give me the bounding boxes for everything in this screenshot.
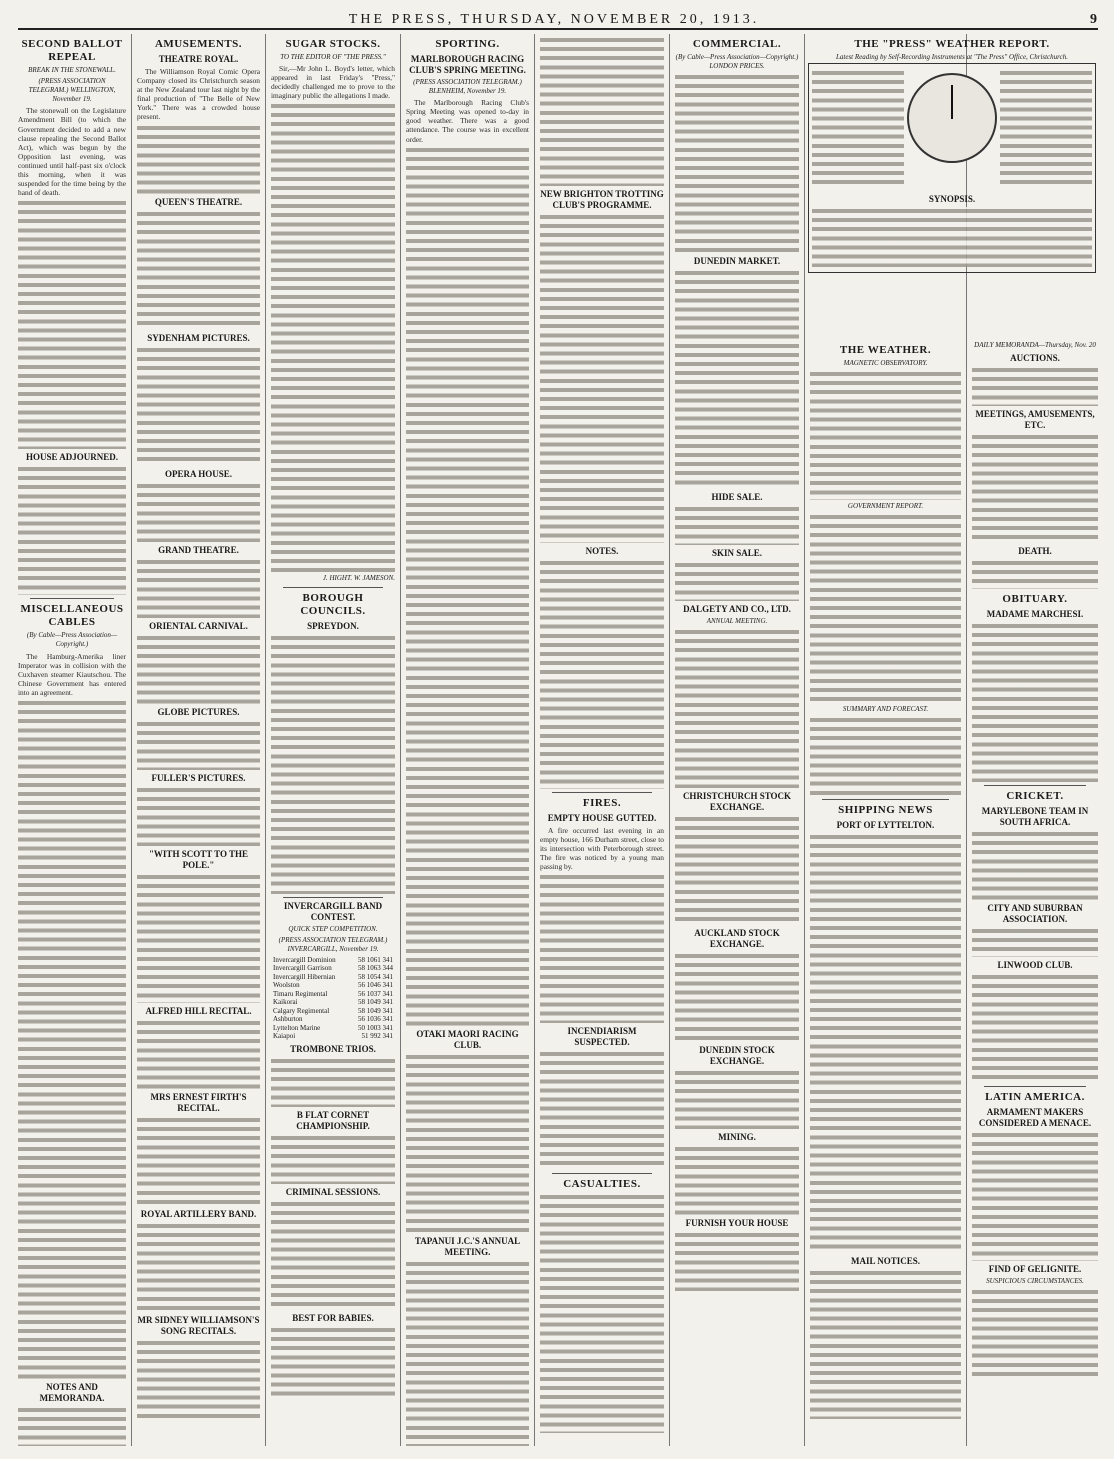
article-text: The Hamburg-Amerika liner Imperator was in collision with the Cuxhaven steamer Kiautschou. The Chinese Government has entered into an agreement. — [18, 651, 126, 697]
band-points: 58 1054 341 — [358, 972, 393, 981]
article-text-block — [675, 952, 799, 1042]
column-3 — [271, 34, 395, 1446]
band-points: 51 992 341 — [361, 1032, 393, 1041]
article-text-block — [810, 1269, 961, 1419]
article-text-block — [18, 465, 126, 595]
article-text-block — [540, 559, 664, 789]
article-text-block — [137, 873, 260, 1003]
headline: BOROUGH COUNCILS. — [300, 591, 366, 617]
subheadline: BREAK IN THE STONEWALL. — [28, 66, 116, 74]
column-rule — [400, 34, 401, 1446]
article-text-block — [271, 1057, 395, 1107]
article-text-block — [137, 210, 260, 330]
band-name: Lyttelton Marine — [273, 1023, 321, 1032]
subheadline: SYDENHAM PICTURES. — [147, 332, 250, 343]
article-text-block — [137, 1116, 260, 1206]
subheadline: FULLER'S PICTURES. — [151, 772, 246, 783]
subheadline: MINING. — [718, 1132, 756, 1143]
subheadline: OTAKI MAORI RACING CLUB. — [416, 1028, 519, 1050]
subheadline: EMPTY HOUSE GUTTED. — [547, 813, 657, 823]
band-points: 58 1061 341 — [358, 955, 393, 964]
band-name: Ashburton — [273, 1015, 303, 1024]
masthead — [18, 6, 1098, 30]
weather-report — [804, 34, 1100, 275]
article-text-block — [271, 634, 395, 894]
article-text-block — [271, 102, 395, 572]
article-text-block — [137, 1222, 260, 1312]
divider — [552, 1173, 652, 1174]
table-row — [271, 1032, 395, 1041]
divider — [984, 785, 1086, 786]
subheadline: SUSPICIOUS CIRCUMSTANCES. — [986, 1277, 1084, 1286]
subheadline: FIND OF GELIGNITE. — [988, 1264, 1082, 1275]
table-row — [271, 990, 395, 999]
subheadline: ORIENTAL CARNIVAL. — [149, 620, 248, 631]
article-text-block — [675, 628, 799, 788]
subheadline: OPERA HOUSE. — [164, 468, 232, 479]
article-text-block — [271, 1326, 395, 1396]
band-name: Calgary Regimental — [273, 1006, 330, 1015]
article-text-block — [972, 1288, 1098, 1378]
article-text-block — [271, 1200, 395, 1310]
table-row — [271, 1007, 395, 1016]
divider — [283, 897, 383, 898]
subheadline: ARMAMENT MAKERS CONSIDERED A MENACE. — [978, 1107, 1092, 1129]
table-row — [271, 981, 395, 990]
results-table — [271, 956, 395, 1041]
article-text-block — [675, 505, 799, 545]
band-points: 58 1049 341 — [358, 1006, 393, 1015]
table-row — [271, 956, 395, 965]
subheadline: CHRISTCHURCH STOCK EXCHANGE. — [682, 791, 792, 813]
article-text-block — [972, 559, 1098, 589]
subheadline: HIDE SALE. — [711, 492, 763, 503]
band-name: Kaikorai — [273, 998, 298, 1007]
subheadline: TROMBONE TRIOS. — [290, 1043, 376, 1054]
article-text-block — [137, 482, 260, 542]
subheadline: "WITH SCOTT TO THE POLE." — [148, 848, 249, 870]
band-points: 50 1003 341 — [358, 1023, 393, 1032]
article-text-block — [972, 927, 1098, 957]
barometer-dial — [906, 67, 998, 191]
article-text-block — [972, 366, 1098, 406]
band-points: 56 1046 341 — [358, 981, 393, 990]
subheadline: CITY AND SUBURBAN ASSOCIATION. — [987, 903, 1083, 925]
subheadline: DAILY MEMORANDA—Thursday, Nov. 20 — [974, 341, 1096, 349]
article-text-block — [406, 1260, 529, 1446]
subheadline: TAPANUI J.C.'S ANNUAL MEETING. — [414, 1235, 521, 1257]
subheadline: BEST FOR BABIES. — [292, 1312, 374, 1323]
headline: FIRES. — [582, 797, 622, 809]
article-text-block — [540, 873, 664, 1023]
divider — [822, 799, 949, 800]
subheadline: MARYLEBONE TEAM IN SOUTH AFRICA. — [981, 806, 1089, 828]
column-rule — [669, 34, 670, 1446]
article-text-block — [972, 973, 1098, 1083]
headline: SUGAR STOCKS. — [285, 38, 381, 50]
article-text-block — [540, 213, 664, 543]
article-text-block — [810, 833, 961, 1253]
column-5 — [540, 34, 664, 1446]
column-7 — [810, 340, 961, 1446]
article-text-block — [972, 830, 1098, 900]
subheadline: DUNEDIN STOCK EXCHANGE. — [699, 1045, 775, 1067]
credit-line: (By Cable—Press Association—Copyright.) LONDON PRICES. — [675, 53, 799, 71]
article-text-block — [137, 634, 260, 704]
subheadline: MRS ERNEST FIRTH'S RECITAL. — [150, 1091, 247, 1113]
band-name: Kaiapoi — [273, 1032, 296, 1041]
article-text-block — [137, 346, 260, 466]
article-text-block — [18, 699, 126, 1379]
column-rule — [265, 34, 266, 1446]
subheadline: ANNUAL MEETING. — [706, 617, 768, 626]
headline: SPORTING. — [435, 38, 500, 50]
band-points: 58 1063 344 — [358, 964, 393, 973]
headline: SECOND BALLOT REPEAL — [21, 38, 123, 63]
masthead-title: THE PRESS, THURSDAY, NOVEMBER 20, 1913. — [348, 12, 760, 27]
subheadline: ROYAL ARTILLERY BAND. — [140, 1208, 257, 1219]
subheadline: NOTES. — [585, 546, 619, 556]
page-number: 9 — [1090, 12, 1098, 27]
subheadline: SKIN SALE. — [711, 548, 763, 559]
column-6 — [675, 34, 799, 1446]
subheadline: MR SIDNEY WILLIAMSON'S SONG RECITALS. — [137, 1314, 260, 1336]
weather-caption: Latest Reading by Self-Recording Instruments at "The Press" Office, Christchurch. — [836, 53, 1068, 61]
subheadline: PORT OF LYTTELTON. — [836, 820, 935, 831]
headline: MISCELLANEOUS CABLES — [20, 603, 124, 629]
subheadline: ALFRED HILL RECITAL. — [145, 1005, 252, 1016]
table-row — [271, 964, 395, 973]
table-row — [271, 1015, 395, 1024]
column-rule — [131, 34, 132, 1446]
subheadline: GOVERNMENT REPORT. — [847, 502, 924, 511]
subheadline: FURNISH YOUR HOUSE — [685, 1218, 789, 1229]
subheadline: LINWOOD CLUB. — [997, 960, 1073, 971]
article-text-block — [675, 815, 799, 925]
subheadline: QUEEN'S THEATRE. — [154, 196, 243, 207]
headline: LATIN AMERICA. — [985, 1091, 1085, 1104]
article-text-block — [972, 433, 1098, 543]
headline: AMUSEMENTS. — [154, 38, 243, 50]
article-text-block — [271, 1134, 395, 1184]
article-text-block — [675, 269, 799, 489]
subheadline: THEATRE ROYAL. — [158, 54, 239, 64]
article-text-block — [972, 1131, 1098, 1261]
article-text-block — [18, 1406, 126, 1446]
band-name: Invercargill Hibernian — [273, 972, 336, 981]
article-text-block — [675, 1145, 799, 1215]
article-text-block — [810, 513, 961, 703]
subheadline: SYNOPSIS. — [928, 194, 976, 204]
subheadline: DALGETY AND CO., LTD. — [683, 604, 791, 615]
subheadline: MADAME MARCHESI. — [986, 609, 1084, 620]
article-text-block — [972, 622, 1098, 782]
band-name: Woolston — [273, 981, 300, 990]
weather-title: THE "PRESS" WEATHER REPORT. — [854, 38, 1050, 50]
article-text-block — [18, 199, 126, 449]
article-text-block — [675, 73, 799, 253]
article-text-block — [406, 146, 529, 1026]
credit-line: (PRESS ASSOCIATION TELEGRAM.) BLENHEIM, November 19. — [413, 78, 522, 96]
subheadline: TO THE EDITOR OF "THE PRESS." — [280, 53, 386, 61]
column-8 — [972, 340, 1098, 1446]
divider — [30, 598, 114, 599]
divider — [984, 1086, 1086, 1087]
subheadline: SUMMARY AND FORECAST. — [842, 705, 929, 714]
column-4 — [406, 34, 529, 1446]
credit-line: (By Cable—Press Association—Copyright.) — [26, 631, 118, 649]
headline: OBITUARY. — [1002, 593, 1068, 606]
article-text-block — [675, 1231, 799, 1291]
subheadline: DUNEDIN MARKET. — [693, 256, 781, 267]
column-rule — [534, 34, 535, 1446]
article-text-block — [675, 1069, 799, 1129]
headline: CASUALTIES. — [563, 1178, 641, 1191]
table-row — [271, 998, 395, 1007]
subheadline: HOUSE ADJOURNED. — [25, 452, 118, 463]
subheadline: MARLBOROUGH RACING CLUB'S SPRING MEETING. — [409, 54, 526, 75]
article-text-block — [137, 786, 260, 846]
divider — [552, 792, 652, 793]
subheadline: NOTES AND MEMORANDA. — [39, 1381, 105, 1403]
subheadline: INVERCARGILL BAND CONTEST. — [283, 900, 383, 922]
table-row — [271, 973, 395, 982]
headline: SHIPPING NEWS — [838, 804, 933, 817]
band-points: 56 1037 341 — [358, 989, 393, 998]
article-text: The Williamson Royal Comic Opera Company closed its Christchurch season at the New Zealand tour last night by the final production of "The Belle of New York." There was a crowded house present. — [137, 67, 260, 122]
article-text-block — [406, 1053, 529, 1233]
article-text-block — [137, 124, 260, 194]
article-text-block — [810, 370, 961, 500]
subheadline: GRAND THEATRE. — [158, 544, 239, 555]
weather-text — [812, 207, 1092, 267]
column-1 — [18, 34, 126, 1446]
subheadline: AUCKLAND STOCK EXCHANGE. — [694, 928, 780, 950]
subheadline: QUICK STEP COMPETITION. — [288, 924, 378, 933]
article-text-block — [137, 1339, 260, 1419]
article-text-block — [540, 1050, 664, 1170]
band-points: 56 1036 341 — [358, 1015, 393, 1024]
subheadline: INCENDIARISM SUSPECTED. — [567, 1026, 637, 1048]
subheadline: DEATH. — [1018, 546, 1052, 557]
article-text-block — [137, 1019, 260, 1089]
credit-line: (PRESS ASSOCIATION TELEGRAM.) INVERCARGILL, November 19. — [278, 935, 388, 953]
table-row — [271, 1024, 395, 1033]
divider — [283, 587, 383, 588]
article-text-block — [137, 720, 260, 770]
headline: CRICKET. — [1006, 790, 1064, 803]
subheadline: CRIMINAL SESSIONS. — [285, 1186, 381, 1197]
signature: J. HIGHT. W. JAMESON. — [322, 574, 395, 583]
weather-panel — [808, 63, 1096, 273]
subheadline: NEW BRIGHTON TROTTING CLUB'S PROGRAMME. — [540, 189, 664, 210]
subheadline: MEETINGS, AMUSEMENTS, ETC. — [975, 409, 1095, 431]
subheadline: SPREYDON. — [307, 620, 359, 631]
subheadline: MAGNETIC OBSERVATORY. — [843, 359, 928, 367]
headline: THE WEATHER. — [839, 344, 932, 356]
band-points: 58 1049 341 — [358, 998, 393, 1007]
article-text: A fire occurred last evening in an empty house, 166 Durham street, close to its intersection with Peterborough street. The fire was noticed by a young man passing by. — [540, 826, 664, 872]
column-2 — [137, 34, 260, 1446]
subheadline: MAIL NOTICES. — [850, 1256, 921, 1267]
band-name: Timaru Regimental — [273, 989, 328, 998]
credit-line: (PRESS ASSOCIATION TELEGRAM.) WELLINGTON, November 19. — [28, 77, 116, 104]
barometer-icon — [907, 73, 997, 163]
article-text-block — [540, 1193, 664, 1433]
subheadline: B FLAT CORNET CHAMPIONSHIP. — [296, 1109, 370, 1131]
headline: COMMERCIAL. — [692, 38, 782, 50]
article-text: The stonewall on the Legislature Amendment Bill (to which the Government decided to add a new clause repealing the Second Ballot Act), which was begun by the Opposition last evening, was continued until half-past six o'clock this morning, when it was suspended for the time being by the hand of death. — [18, 106, 126, 198]
weather-grid — [812, 67, 1092, 191]
article-text-block — [810, 716, 961, 796]
subheadline: AUCTIONS. — [1010, 353, 1060, 364]
article-text: Sir,—Mr John L. Boyd's letter, which appeared in last Friday's "Press," decidedly challenged me to prove to the imaginary public the allegations I made. — [271, 64, 395, 101]
article-text: The Marlborough Racing Club's Spring Meeting was opened to-day in good weather. There was a good attendance. The course was in excellent order. — [406, 98, 529, 144]
article-text-block — [137, 558, 260, 618]
article-text-block — [675, 561, 799, 601]
weather-table-left — [812, 69, 904, 189]
subheadline: GLOBE PICTURES. — [157, 706, 240, 717]
article-text-block — [540, 36, 664, 186]
weather-table-right — [1000, 69, 1092, 189]
band-name: Invercargill Garrison — [273, 964, 332, 973]
band-name: Invercargill Dominion — [273, 955, 336, 964]
